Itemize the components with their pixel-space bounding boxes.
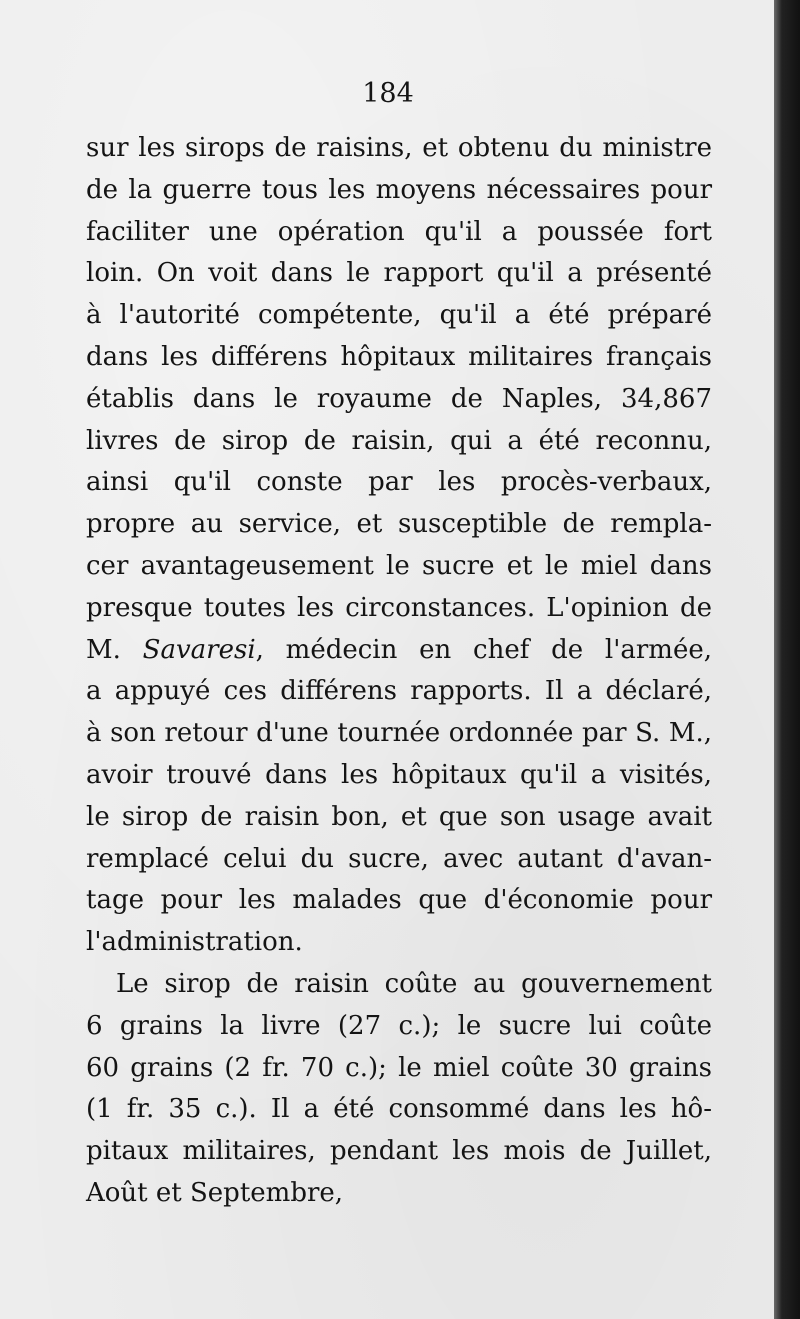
page-number: 184 <box>362 78 414 109</box>
body-text <box>86 128 712 1215</box>
text-line: cer avantageusement le sucre et le miel dans <box>86 550 712 581</box>
text-line: 60 grains (2 fr. 70 c.); le miel coûte 30 grains <box>86 1052 712 1083</box>
text-line: pitaux militaires, pendant les mois de Juillet, <box>86 1136 712 1167</box>
text-line: 6 grains la livre (27 c.); le sucre lui coûte <box>86 1010 712 1041</box>
text-line: loin. On voit dans le rapport qu'il a présenté <box>86 258 712 289</box>
text-line: dans les différens hôpitaux militaires français <box>86 341 712 372</box>
text-line: livres de sirop de raisin, qui a été reconnu, <box>86 425 712 456</box>
text-line: faciliter une opération qu'il a poussée fort <box>86 216 712 247</box>
text-line: à son retour d'une tournée ordonnée par S. M., <box>86 718 712 749</box>
text-line: presque toutes les circonstances. L'opinion de <box>86 592 712 623</box>
text-line: établis dans le royaume de Naples, 34,867 <box>86 383 712 414</box>
line-suffix: , médecin en chef de l'armée, <box>255 634 712 665</box>
text-line: (1 fr. 35 c.). Il a été consommé dans les hô- <box>86 1094 712 1125</box>
physician-name: Savaresi <box>142 634 256 665</box>
paragraph-end-line: l'administration. <box>86 927 303 958</box>
text-line-with-name <box>86 630 712 672</box>
page-edge-shadow <box>774 0 800 1319</box>
text-line: sur les sirops de raisins, et obtenu du ministre <box>86 133 712 163</box>
text-line: Août et Septembre, <box>86 1177 344 1208</box>
text-line: le sirop de raisin bon, et que son usage avait <box>86 801 712 832</box>
text-line: propre au service, et susceptible de rempla- <box>86 509 712 540</box>
text-line: de la guerre tous les moyens nécessaires pour <box>86 174 712 205</box>
text-line: tage pour les malades que d'économie pour <box>86 885 712 916</box>
text-line: à l'autorité compétente, qu'il a été préparé <box>86 300 712 331</box>
text-line: remplacé celui du sucre, avec autant d'avan- <box>86 843 712 874</box>
paragraph-start-line: Le sirop de raisin coûte au gouvernement <box>116 968 712 999</box>
text-line: avoir trouvé dans les hôpitaux qu'il a visités, <box>86 759 712 790</box>
line-prefix: M. <box>86 634 143 665</box>
text-line: a appuyé ces différens rapports. Il a déclaré, <box>86 676 712 707</box>
text-line: ainsi qu'il conste par les procès-verbaux, <box>86 467 712 498</box>
